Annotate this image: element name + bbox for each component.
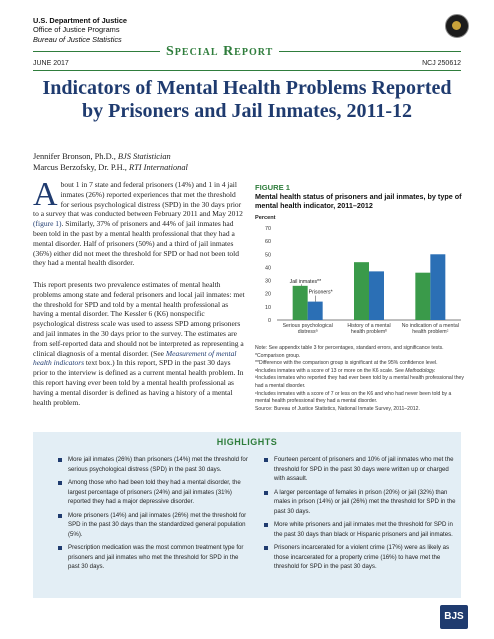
x-tick-label-1-1: Serious psychological (282, 323, 333, 329)
left-highlight-1: More jail inmates (26%) than prisoners (14%) met the threshold for serious psychological distress (SPD) in the past 30 days. (55, 455, 251, 474)
x-tick-label-3-1: No indication of a mental (401, 323, 459, 329)
figure-note-6: ᶜIncludes inmates with a score of 7 or less on the K6 and who had never been told by a mental health professional they had a mental disorder. (255, 390, 452, 405)
bar-jail-3 (415, 273, 430, 320)
bjs-logo: BJS (440, 605, 468, 629)
bar-prisoners-3 (430, 254, 445, 320)
mental-health-bar-chart (255, 212, 465, 340)
drop-cap: A (33, 176, 58, 213)
y-tick-60: 60 (265, 239, 271, 246)
left-highlight-3: More prisoners (14%) and jail inmates (26%) met the threshold for SPD in the past 30 days than the standardized general population (5%). (55, 511, 251, 540)
y-tick-10: 10 (265, 304, 271, 311)
figure-1-link[interactable]: (figure 1) (33, 219, 62, 229)
legend-jail-inmates: Jail inmates** (289, 278, 322, 285)
right-highlight-4: Prisoners incarcerated for a violent crime (17%) were as likely as those incarcerated for a property crime (16%) to have met the threshold for SPD in the past 30 days. (261, 543, 457, 572)
bar-prisoners-2 (369, 271, 384, 320)
bar-jail-1 (293, 286, 308, 320)
figure-note-1: Note: See appendix table 3 for percentages, standard errors, and significance tests. (255, 345, 444, 351)
x-tick-label-1-2: distressᵃ (297, 329, 318, 335)
methodology-link[interactable]: Methodology. (405, 367, 436, 374)
report-id: NCJ 250612 (422, 60, 461, 67)
left-highlight-2: Among those who had been told they had a mental disorder, the largest percentage of prisoners (24%) and jail inmates (31%) reported they had a major depressive disorder. (55, 478, 251, 507)
figure-label: FIGURE 1 (255, 183, 291, 192)
figure-note-2: *Comparison group. (255, 352, 301, 359)
agency-name: U.S. Department of Justice (33, 16, 128, 25)
y-tick-30: 30 (265, 278, 271, 285)
right-highlight-1: Fourteen percent of prisoners and 10% of jail inmates who met the threshold for SPD in the past 30 days were written up or charged with assault. (261, 455, 457, 484)
highlights-right-column (261, 455, 457, 576)
highlights-left-column (55, 455, 251, 576)
report-date: JUNE 2017 (33, 60, 69, 67)
measurement-textbox-link[interactable]: Measurement of mental health indicators (33, 348, 237, 368)
y-tick-70: 70 (265, 226, 271, 232)
author-1: Jennifer Bronson, Ph.D., BJS Statistician (33, 152, 171, 161)
bureau-name: Bureau of Justice Statistics (33, 34, 122, 44)
y-axis-label: Percent (255, 215, 276, 221)
body-paragraph-1: About 1 in 7 state and federal prisoners (14%) and 1 in 4 jail inmates (26%) reported experiences that met the threshold for serious psychological distress (SPD) in the 30 days prior to a survey that was conducted between February 2011 and May 2012 (figure 1). Similarly, 37% of prisoners and 44% of jail inmates had been told in the past by a mental health professional that they had a mental disorder. Half of prisoners (50%) and a third of jail inmates (36%) either did not meet the threshold for SPD or had not been told they had a mental health disorder. (33, 176, 243, 268)
body-paragraph-2: This report presents two prevalence estimates of mental health problems among state and federal prisoners and local jail inmates: met the threshold for SPD and told by a mental health professional as having a mental disorder. The Kessler 6 (K6) nonspecific psychological distress scale was used to assess SPD among prisoners and jail inmates in the 30 days prior to the survey. The estimates are from self-reported data and should not be interpreted as representing a clinical diagnosis of a mental disorder. (See Measurement of mental health indicators text box.) In this report, SPD in the past 30 days prior to the interview is defined as a current mental health problem. In this report having ever been told by a mental health professional as having a mental disorder is defined as having a history of a mental health problem. (33, 280, 245, 407)
legend-prisoners: Prisoners* (308, 289, 333, 296)
figure-note-4: ᵃIncludes inmates with a score of 13 or more on the K6 scale. See Methodology. (255, 367, 436, 374)
highlights-title: HIGHLIGHTS (216, 437, 278, 447)
office-name: Office of Justice Programs (33, 25, 120, 35)
date-line (33, 60, 461, 67)
figure-notes (255, 345, 465, 413)
x-tick-label-2-2: health problemᵇ (350, 329, 388, 335)
date-rule (33, 70, 461, 71)
figure-note-7: Source: Bureau of Justice Statistics, National Inmate Survey, 2011–2012. (255, 405, 420, 412)
bar-jail-2 (354, 262, 369, 320)
report-type: Special Report (160, 44, 279, 60)
figure-title: Mental health status of prisoners and jail inmates, by type of mental health indicator, 2011–2012 (255, 192, 462, 210)
y-tick-0: 0 (268, 318, 271, 324)
agency-header (33, 16, 127, 44)
right-highlight-2: A larger percentage of females in prison (20%) or jail (32%) than males in prison (14%) or jail (26%) met the threshold for SPD in the past 30 days. (261, 488, 457, 517)
y-tick-20: 20 (265, 291, 271, 298)
figure-note-3: **Difference with the comparison group is significant at the 95% confidence level. (255, 360, 438, 367)
doj-seal-icon (445, 14, 469, 38)
x-tick-label-3-2: health problemᶜ (412, 329, 449, 335)
y-tick-50: 50 (265, 252, 271, 259)
y-tick-40: 40 (265, 265, 271, 272)
right-highlight-3: More white prisoners and jail inmates met the threshold for SPD in the past 30 days than black or Hispanic prisoners and jail inmates. (261, 520, 457, 539)
author-list (33, 152, 188, 173)
author-2: Marcus Berzofsky, Dr. P.H., RTI International (33, 162, 188, 172)
page-title: Indicators of Mental Health Problems Reported by Prisoners and Jail Inmates, 2011-12 (42, 77, 452, 122)
left-highlight-4: Prescription medication was the most common treatment type for prisoners and jail inmates who met the threshold for SPD in the past 30 days. (55, 543, 251, 572)
bar-prisoners-1 (308, 302, 323, 320)
x-tick-label-2-1: History of a mental (347, 323, 391, 329)
figure-note-5: ᵇIncludes inmates who reported they had ever been told by a mental health professional they had a mental disorder. (255, 375, 464, 389)
